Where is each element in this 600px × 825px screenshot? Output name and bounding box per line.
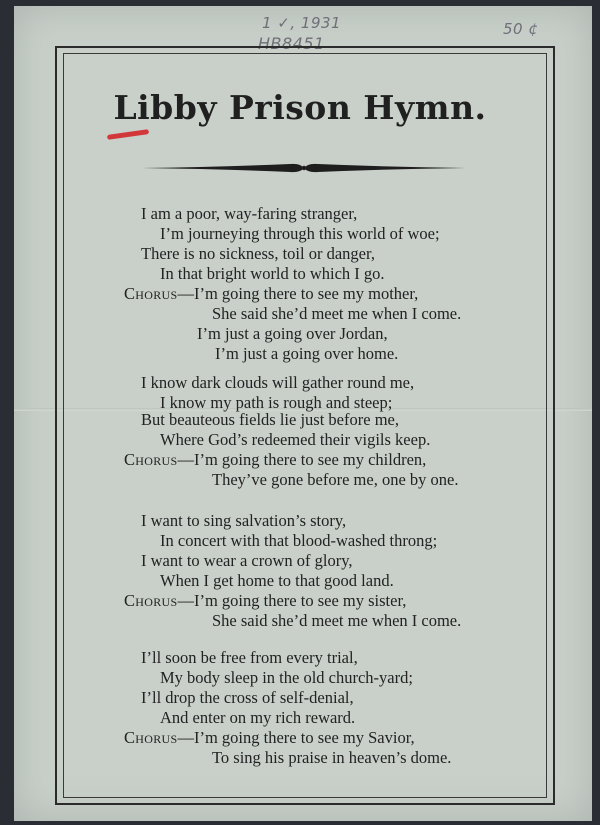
verse-line: And enter on my rich reward. <box>160 708 356 727</box>
chorus-line: Chorus—I’m going there to see my sister, <box>124 591 407 610</box>
chorus-line: Chorus—I’m going there to see my children, <box>124 450 427 469</box>
chorus-line: She said she’d meet me when I come. <box>212 304 462 323</box>
verse-line: I am a poor, way-faring stranger, <box>141 204 358 223</box>
verse-line: I know my path is rough and steep; <box>160 393 393 412</box>
chorus-label: Chorus <box>124 450 178 469</box>
verse-line: When I get home to that good land. <box>160 571 394 590</box>
verse-line: There is no sickness, toil or danger, <box>141 244 375 263</box>
ornament-rule <box>140 160 468 176</box>
chorus-line: They’ve gone before me, one by one. <box>212 470 459 489</box>
verse-line: I want to sing salvation’s story, <box>141 511 347 530</box>
hymn-title: Libby Prison Hymn. <box>113 88 487 127</box>
verse-line: I know dark clouds will gather round me, <box>141 373 415 392</box>
pencil-price: 50 ¢ <box>503 20 539 38</box>
chorus-line: She said she’d meet me when I come. <box>212 611 462 630</box>
verse-line: In that bright world to which I go. <box>160 264 385 283</box>
chorus-line: Chorus—I’m going there to see my Savior, <box>124 728 415 747</box>
verse-line: But beauteous fields lie just before me, <box>141 410 399 429</box>
chorus-line: Chorus—I’m going there to see my mother, <box>124 284 419 303</box>
chorus-line: I’m just a going over home. <box>215 344 399 363</box>
pencil-date: 1 ✓, 1931 <box>262 14 342 32</box>
chorus-label: Chorus <box>124 591 178 610</box>
verse-line: I’ll drop the cross of self-denial, <box>141 688 354 707</box>
verse-line: In concert with that blood-washed throng; <box>160 531 438 550</box>
verse-line: I’ll soon be free from every trial, <box>141 648 358 667</box>
chorus-line: To sing his praise in heaven’s dome. <box>212 748 452 767</box>
chorus-line: I’m just a going over Jordan, <box>197 324 388 343</box>
verse-line: My body sleep in the old church-yard; <box>160 668 413 687</box>
verse-line: I’m journeying through this world of woe; <box>160 224 440 243</box>
verse-line: I want to wear a crown of glory, <box>141 551 353 570</box>
verse-line: Where God’s redeemed their vigils keep. <box>160 430 431 449</box>
chorus-label: Chorus <box>124 728 178 747</box>
chorus-label: Chorus <box>124 284 178 303</box>
pencil-accession: HB8451 <box>258 34 325 53</box>
